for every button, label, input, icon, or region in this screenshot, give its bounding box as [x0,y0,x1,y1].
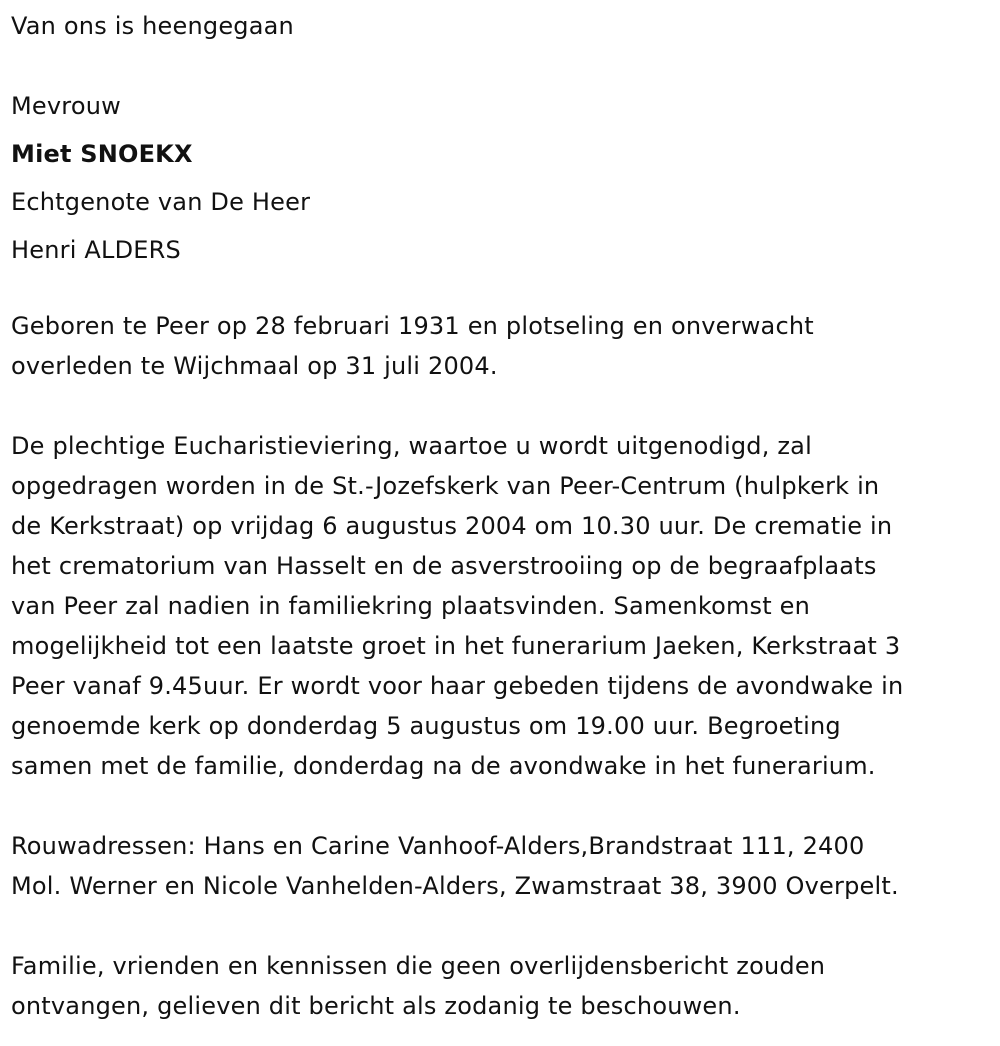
address-line: Rouwadressen: Hans en Carine Vanhoof-Alders,Brandstraat 111, 2400 [11,832,865,860]
ceremony-line: De plechtige Eucharistieviering, waartoe u wordt uitgenodigd, zal [11,432,812,460]
ceremony-line: van Peer zal nadien in familiekring plaatsvinden. Samenkomst en [11,592,811,620]
ceremony-line: Peer vanaf 9.45uur. Er wordt voor haar gebeden tijdens de avondwake in [11,672,904,700]
spacer [11,906,996,946]
ceremony-line: mogelijkheid tot een laatste groet in het funerarium Jaeken, Kerkstraat 3 [11,632,901,660]
birth-death-paragraph [11,306,996,386]
ceremony-paragraph [11,426,996,786]
closing-line: Familie, vrienden en kennissen die geen overlijdensbericht zouden [11,952,826,980]
obituary-notice [11,0,996,1026]
closing-paragraph [11,946,996,1026]
ceremony-line: de Kerkstraat) op vrijdag 6 augustus 2004 om 10.30 uur. De crematie in [11,512,893,540]
spacer [11,50,996,82]
spacer [11,386,996,426]
intro-line: Van ons is heengegaan [11,12,294,40]
birth-death-line: overleden te Wijchmaal op 31 juli 2004. [11,352,498,380]
spouse-line-2: Henri ALDERS [11,236,181,264]
ceremony-line: opgedragen worden in de St.-Jozefskerk van Peer-Centrum (hulpkerk in [11,472,880,500]
spouse-line-1: Echtgenote van De Heer [11,188,311,216]
salutation: Mevrouw [11,92,121,120]
spacer [11,274,996,306]
address-line: Mol. Werner en Nicole Vanhelden-Alders, Zwamstraat 38, 3900 Overpelt. [11,872,899,900]
closing-line: ontvangen, gelieven dit bericht als zodanig te beschouwen. [11,992,741,1020]
addresses-paragraph [11,826,996,906]
ceremony-line: het crematorium van Hasselt en de asverstrooiing op de begraafplaats [11,552,877,580]
ceremony-line: samen met de familie, donderdag na de avondwake in het funerarium. [11,752,876,780]
birth-death-line: Geboren te Peer op 28 februari 1931 en plotseling en onverwacht [11,312,814,340]
ceremony-line: genoemde kerk op donderdag 5 augustus om 19.00 uur. Begroeting [11,712,841,740]
deceased-name: Miet SNOEKX [11,140,193,168]
spacer [11,786,996,826]
